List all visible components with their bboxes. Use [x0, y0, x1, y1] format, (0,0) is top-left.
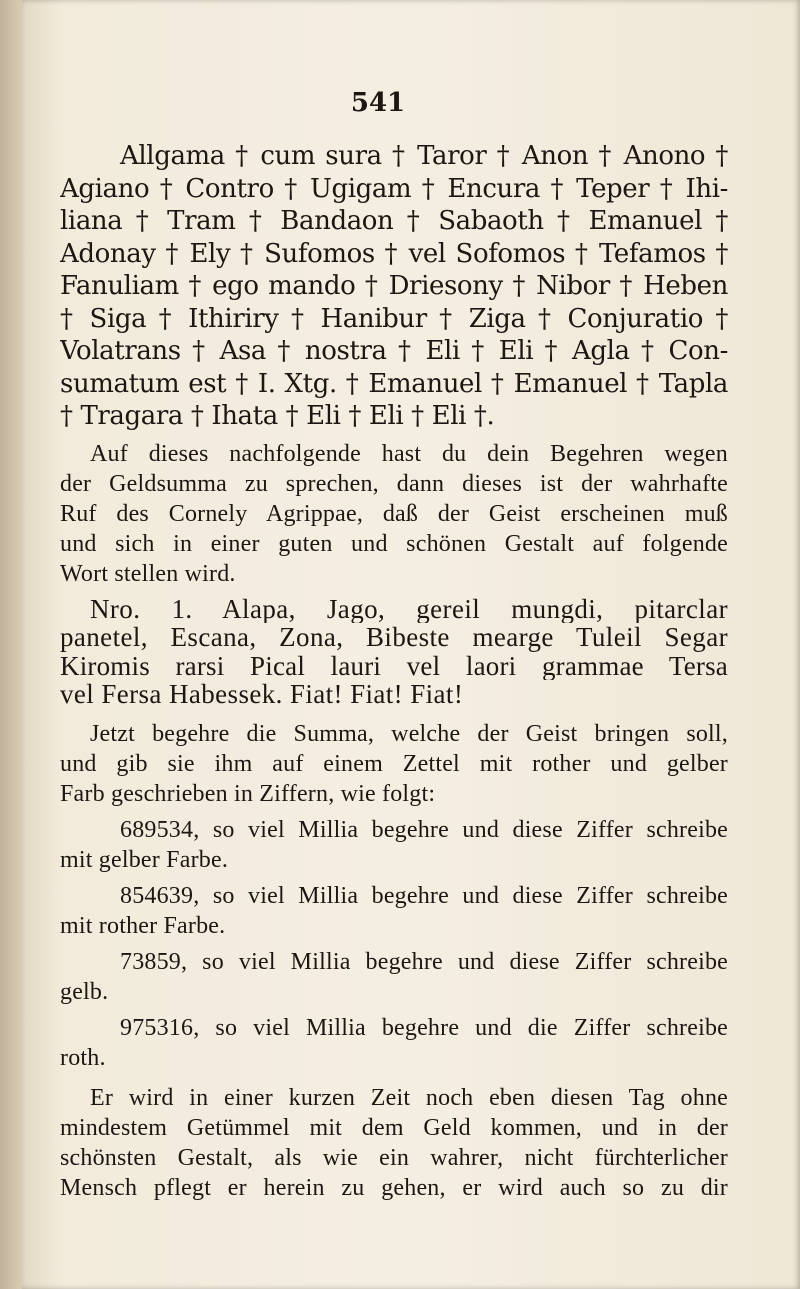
sum-item-3 [60, 947, 728, 1007]
text-line: Allgama † cum sura † Taror † Anon † Anono † [120, 141, 728, 171]
text-line: vel Fersa Habessek. Fiat! Fiat! Fiat! [60, 680, 464, 709]
text-line: Nro. 1. Alapa, Jago, gereil mungdi, pitarclar [90, 594, 728, 623]
text-line: 689534, so viel Millia begehre und diese Ziffer schreibe [120, 816, 728, 843]
text-line: 854639, so viel Millia begehre und diese Ziffer schreibe [120, 882, 728, 909]
text-line: und sich in einer guten und schönen Gestalt auf folgende [60, 530, 728, 557]
text-line: der Geldsumma zu sprechen, dann dieses ist der wahrhafte [60, 470, 728, 497]
text-line: Wort stellen wird. [60, 560, 236, 587]
text-line: mit gelber Farbe. [60, 846, 229, 873]
paragraph-instruction [60, 439, 728, 589]
sum-item-4 [60, 1013, 728, 1073]
page-text [60, 140, 728, 1203]
text-line: Mensch pflegt er herein zu gehen, er wird auch so zu dir [60, 1174, 728, 1201]
text-line: Kiromis rarsi Pical lauri vel laori grammae Tersa [60, 651, 728, 680]
text-line: Farb geschrieben in Ziffern, wie folgt: [60, 780, 436, 807]
paragraph-nro-1 [60, 595, 728, 709]
text-line: Adonay † Ely † Sufomos † vel Sofomos † Tefamos † [60, 238, 728, 269]
text-line: Auf dieses nachfolgende hast du dein Begehren wegen [90, 440, 728, 467]
text-line: † Tragara † Ihata † Eli † Eli † Eli †. [60, 401, 495, 431]
text-line: Ruf des Cornely Agrippae, daß der Geist erscheinen muß [60, 500, 728, 527]
text-line: gelb. [60, 978, 109, 1005]
text-line: panetel, Escana, Zona, Bibeste mearge Tuleil Segar [60, 623, 728, 652]
text-line: 73859, so viel Millia begehre und diese Ziffer schreibe [120, 948, 728, 975]
sum-item-1 [60, 815, 728, 875]
book-gutter [0, 0, 22, 1289]
text-line: Fanuliam † ego mando † Driesony † Nibor † Heben [60, 271, 728, 301]
text-line: † Siga † Ithiriry † Hanibur † Ziga † Conjuratio † [60, 303, 728, 334]
paragraph-closing [60, 1083, 728, 1203]
text-line: roth. [60, 1044, 106, 1071]
text-line: liana † Tram † Bandaon † Sabaoth † Emanuel † [60, 206, 728, 236]
invocation-block [60, 140, 728, 433]
text-line: Volatrans † Asa † nostra † Eli † Eli † Agla † Con- [60, 336, 728, 366]
text-line: mindestem Getümmel mit dem Geld kommen, und in der [60, 1114, 728, 1141]
text-line: und gib sie ihm auf einem Zettel mit rother und gelber [60, 750, 728, 777]
text-line: mit rother Farbe. [60, 912, 226, 939]
page-number: 541 [350, 88, 406, 118]
text-line: Agiano † Contro † Ugigam † Encura † Teper † Ihi- [60, 173, 728, 204]
text-line: Er wird in einer kurzen Zeit noch eben diesen Tag ohne [90, 1084, 728, 1111]
text-line: schönsten Gestalt, als wie ein wahrer, nicht fürchterlicher [60, 1144, 728, 1171]
paragraph-summa [60, 719, 728, 809]
text-line: Jetzt begehre die Summa, welche der Geist bringen soll, [90, 720, 728, 747]
sum-item-2 [60, 881, 728, 941]
text-line: sumatum est † I. Xtg. † Emanuel † Emanuel † Tapla [60, 368, 728, 399]
text-line: 975316, so viel Millia begehre und die Ziffer schreibe [120, 1014, 728, 1041]
